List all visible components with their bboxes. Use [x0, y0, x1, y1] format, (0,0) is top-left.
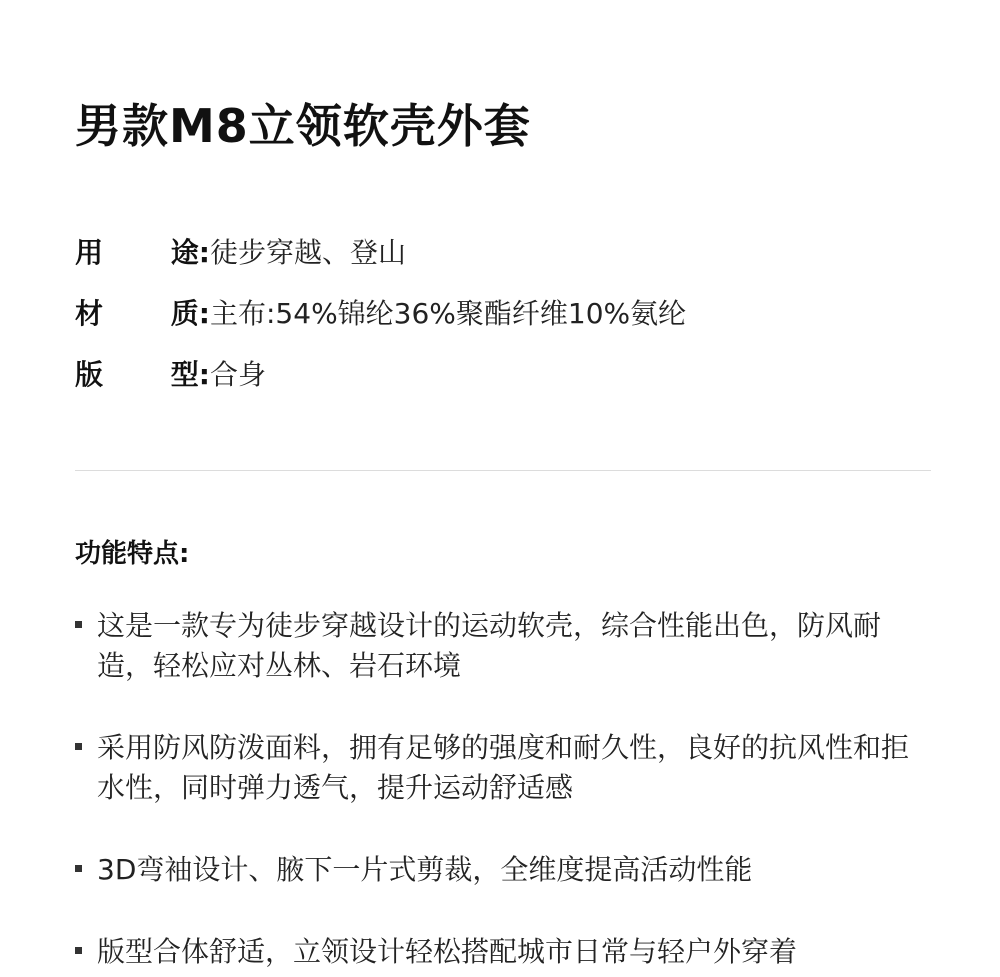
- feature-text: 版型合体舒适，立领设计轻松搭配城市日常与轻户外穿着: [97, 935, 798, 968]
- feature-item: [75, 850, 935, 890]
- spec-label-char: 版: [75, 358, 104, 391]
- section-divider: [75, 470, 931, 471]
- spec-label-material: [75, 294, 210, 334]
- spec-label-char: 型:: [170, 358, 210, 391]
- features-heading: 功能特点:: [75, 539, 190, 569]
- spec-value-usage: 徒步穿越、登山: [210, 236, 407, 269]
- spec-label-char: 材: [75, 297, 104, 330]
- square-bullet-icon: [75, 743, 82, 750]
- spec-label-usage: [75, 233, 210, 273]
- feature-list: [75, 606, 935, 972]
- spec-label-char: 质:: [170, 297, 210, 330]
- spec-value-material: 主布:54%锦纶36%聚酯纤维10%氨纶: [210, 297, 687, 330]
- spec-row-material: [75, 294, 935, 334]
- feature-item: [75, 606, 935, 686]
- spec-list: [75, 233, 935, 416]
- square-bullet-icon: [75, 865, 82, 872]
- spec-label-char: 用: [75, 236, 104, 269]
- spec-value-fit: 合身: [210, 358, 267, 391]
- spec-label-fit: [75, 355, 210, 395]
- product-title: 男款M8立领软壳外套: [75, 99, 531, 153]
- spec-label-char: 途:: [170, 236, 210, 269]
- feature-item: [75, 932, 935, 972]
- square-bullet-icon: [75, 621, 82, 628]
- feature-item: [75, 728, 935, 808]
- spec-row-usage: [75, 233, 935, 273]
- feature-text: 采用防风防泼面料，拥有足够的强度和耐久性，良好的抗风性和拒水性，同时弹力透气，提升运动舒适感: [97, 731, 910, 804]
- feature-text: 3D弯袖设计、腋下一片式剪裁，全维度提高活动性能: [97, 853, 753, 886]
- square-bullet-icon: [75, 947, 82, 954]
- spec-row-fit: [75, 355, 935, 395]
- feature-text: 这是一款专为徒步穿越设计的运动软壳，综合性能出色，防风耐造，轻松应对丛林、岩石环境: [97, 609, 882, 682]
